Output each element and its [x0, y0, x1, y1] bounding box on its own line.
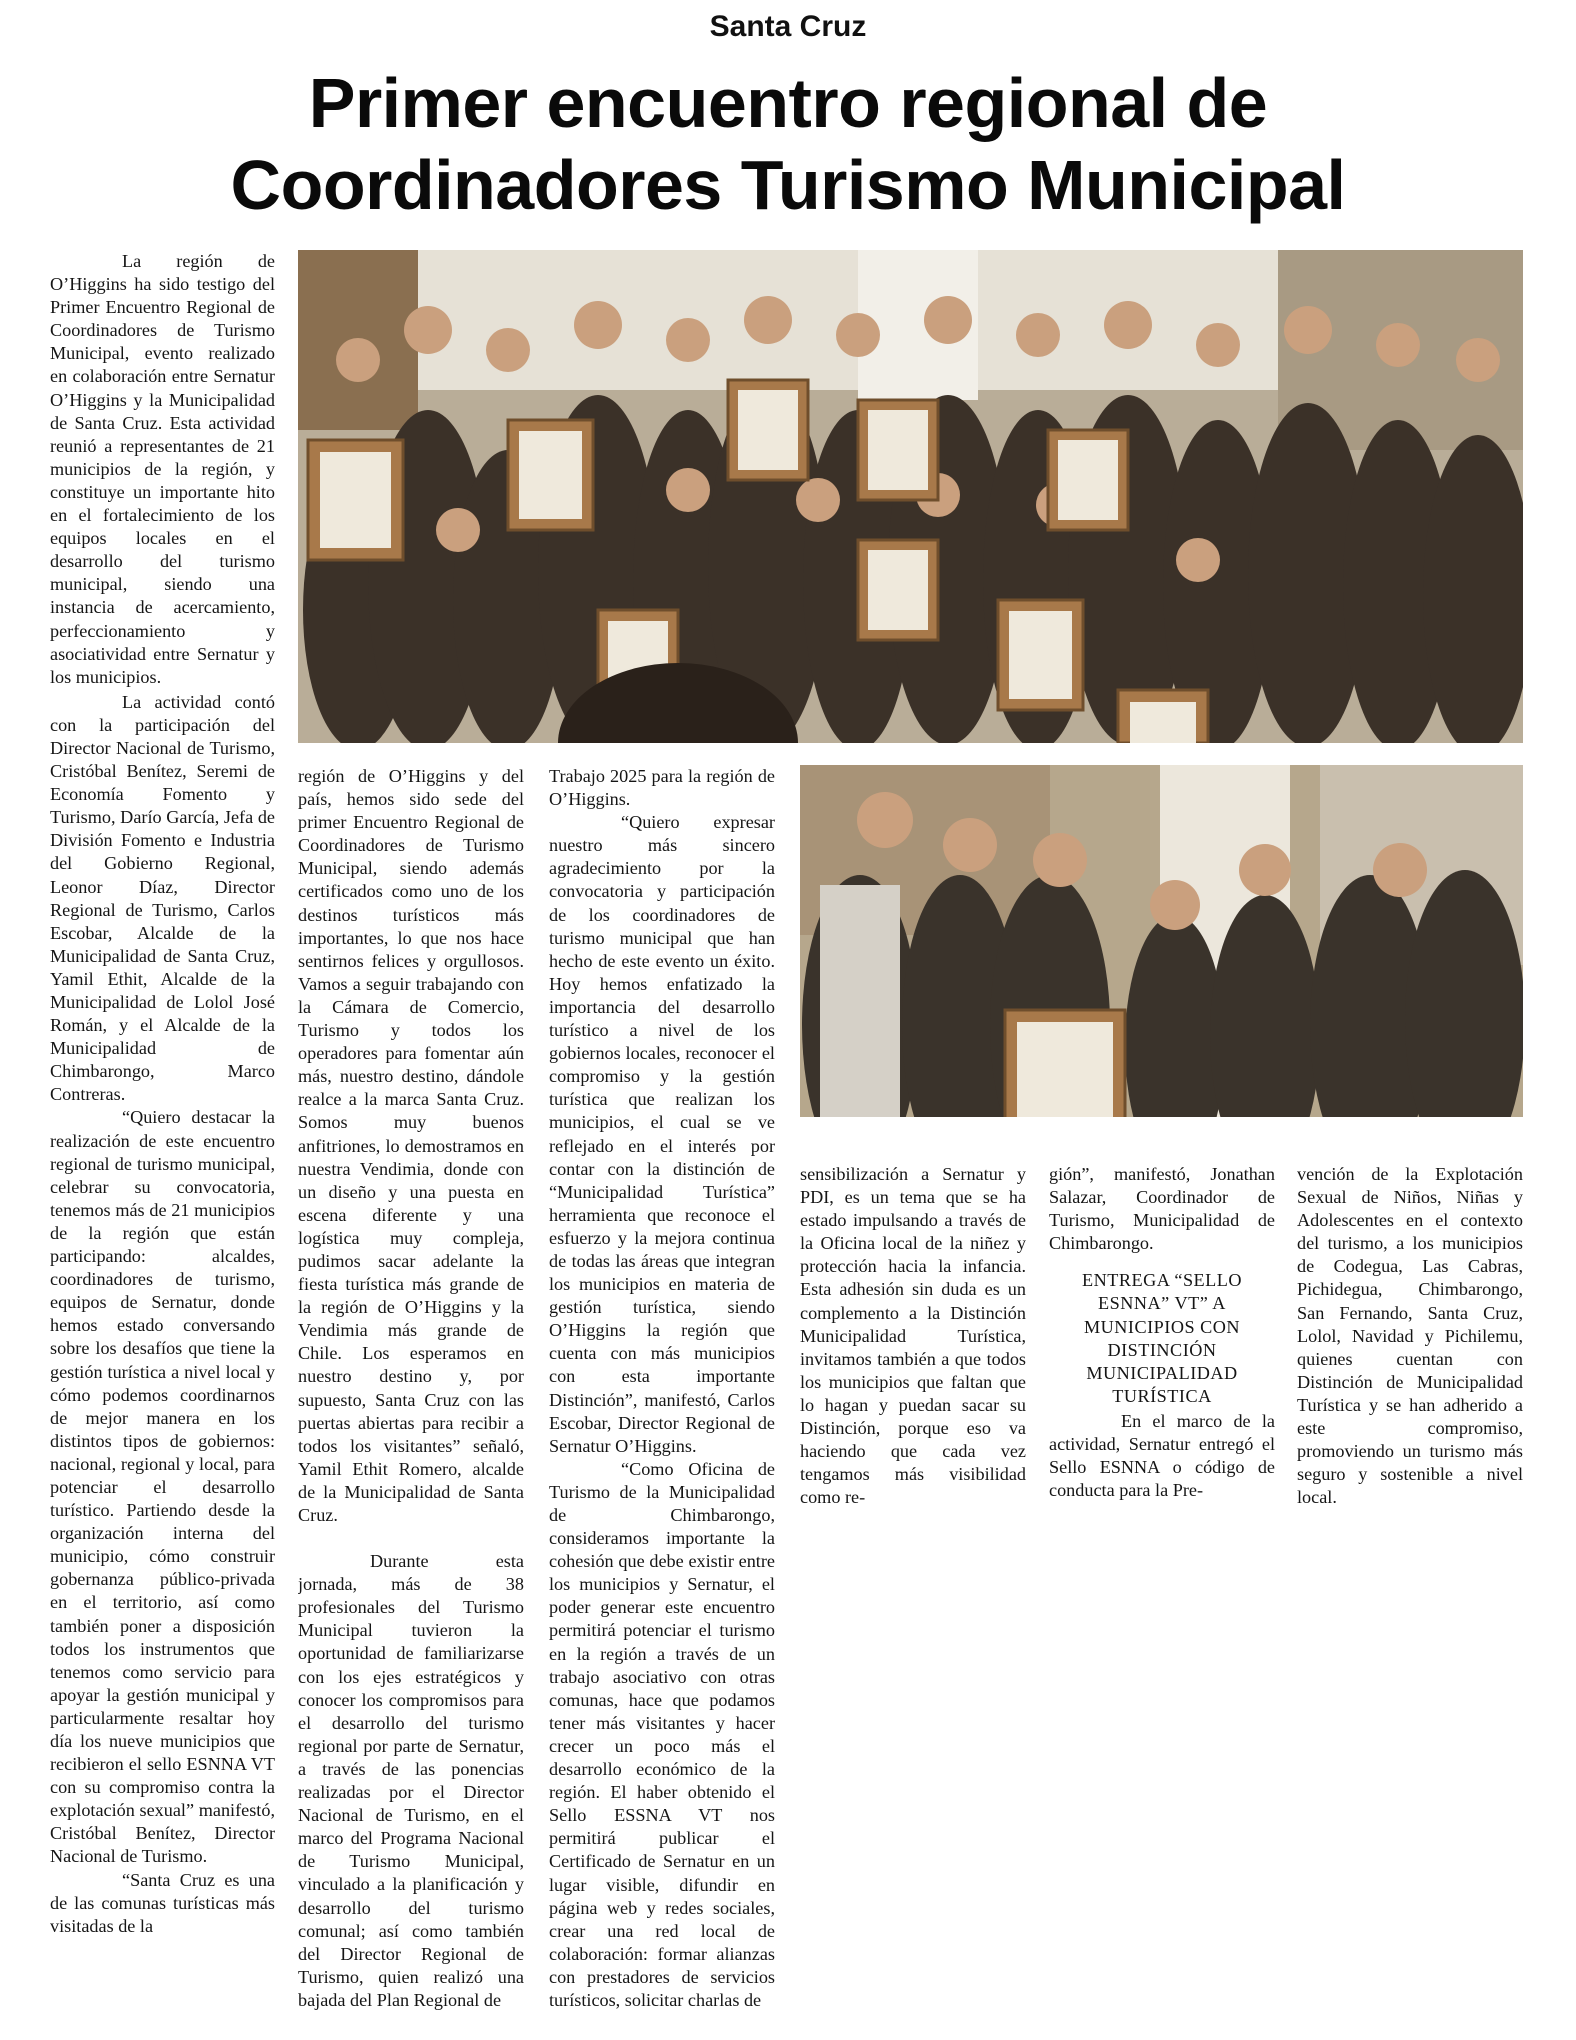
group-photo-illustration	[298, 250, 1523, 743]
section-label: Santa Cruz	[709, 10, 867, 43]
paragraph: Trabajo 2025 para la región de O’Higgins.	[549, 766, 775, 810]
article-column-3	[549, 765, 775, 2010]
paragraph: “Quiero destacar la realización de este encuentro regional de turismo municipal, celebrar su convocatoria, tenemos más de 21 municipios de la región que están participando: alcaldes, coordinadores de turismo, equipos de Sernatur, donde hemos estado conversando sobre los desafíos que tiene la gestión turística a nivel local y cómo podemos coordinarnos de mejor manera en los distintos tipos de gobiernos: nacional, regional y local, para potenciar el desarrollo turístico. Partiendo desde la organización interna del municipio, cómo construir gobernanza público-privada en el territorio, así como también poner a disposición todos los instrumentos que tenemos como servicio para apoyar la gestión municipal y particularmente resaltar hoy día los nueve municipios que recibieron el sello ESNNA VT con su compromiso contra la explotación sexual” manifestó, Cristóbal Benítez, Director Nacional de Turismo.	[50, 1107, 275, 1867]
article-column-4	[800, 1163, 1026, 1523]
paragraph: Durante esta jornada, más de 38 profesionales del Turismo Municipal tuvieron la oportunidad de familiarizarse con los ejes estratégicos y conocer los compromisos para el desarrollo del turismo regional por parte de Sernatur, a través de las ponencias realizadas por el Director Nacional de Turismo, en el marco del Programa Nacional de Turismo Municipal, vinculado a la planificación y desarrollo del turismo comunal; así como también del Director Regional de Turismo, quien realizó una bajada del Plan Regional de	[298, 1551, 524, 2010]
paragraph: gión”, manifestó, Jonathan Salazar, Coordinador de Turismo, Municipalidad de Chimbarongo.	[1049, 1164, 1275, 1254]
article-column-1	[50, 250, 275, 2010]
article-column-6	[1297, 1163, 1523, 1523]
paragraph: En el marco de la actividad, Sernatur entregó el Sello ESNNA o código de conducta para la Pre-	[1049, 1410, 1275, 1501]
headline	[0, 62, 1576, 226]
paragraph: “Santa Cruz es una de las comunas turísticas más visitadas de la	[50, 1869, 275, 1936]
paragraph: sensibilización a Sernatur y PDI, es un tema que se ha estado impulsando a través de la Oficina local de la niñez y protección hacia la infancia. Esta adhesión sin duda es un complemento a la Distinción Municipalidad Turística, invitamos también a que todos los municipios que faltan que lo hagan y puedan sacar su Distinción, porque eso va haciendo que cada vez tengamos más visibilidad como re-	[800, 1164, 1026, 1508]
paragraph: La región de O’Higgins ha sido testigo del Primer Encuentro Regional de Coordinadores de Turismo Municipal, evento realizado en colaboración entre Sernatur O’Higgins y la Municipalidad de Santa Cruz. Esta actividad reunió a representantes de 21 municipios de la región, y constituye un importante hito en el fortalecimiento de los equipos locales en el desarrollo del turismo municipal, siendo una instancia de acercamiento, perfeccionamiento y asociatividad entre Sernatur y los municipios.	[50, 251, 275, 687]
article-column-5	[1049, 1163, 1275, 1523]
paragraph: La actividad contó con la participación del Director Nacional de Turismo, Cristóbal Benítez, Seremi de Economía Fomento y Turismo, Darío García, Jefa de División Fomento e Industria del Gobierno Regional, Leonor Díaz, Director Regional de Turismo, Carlos Escobar, Alcalde de la Municipalidad de Santa Cruz, Yamil Ethit, Alcalde de la Municipalidad de Lolol José Román, y el Alcalde de la Municipalidad de Chimbarongo, Marco Contreras.	[50, 691, 275, 1105]
group-photo	[298, 250, 1523, 743]
article-column-2	[298, 765, 524, 2010]
paragraph: “Como Oficina de Turismo de la Municipalidad de Chimbarongo, consideramos importante la cohesión que debe existir entre los municipios y Sernatur, el poder generar este encuentro permitirá potenciar el turismo en la región a través de un trabajo asociativo con otras comunas, hace que podamos tener más visitantes y hacer crecer un poco más el desarrollo económico de la región. El haber obtenido el Sello ESSNA VT nos permitirá publicar el Certificado de Sernatur en un lugar visible, difundir en página web y redes sociales, crear una red local de colaboración: formar alianzas con prestadores de servicios turísticos, solicitar charlas de	[549, 1458, 775, 2010]
paragraph: región de O’Higgins y del país, hemos sido sede del primer Encuentro Regional de Coordinadores de Turismo Municipal, siendo además certificados como uno de los destinos turísticos más importantes, lo que nos hace sentirnos felices y orgullosos. Vamos a seguir trabajando con la Cámara de Comercio, Turismo y todos los operadores para fomentar aún más, nuestro destino, dándole realce a la marca Santa Cruz. Somos muy buenos anfitriones, lo demostramos en nuestra Vendimia, donde con un diseño y una puesta en escena diferente y una logística muy compleja, pudimos sacar adelante la fiesta turística más grande de la región de O’Higgins y la Vendimia más grande de Chile. Los esperamos en nuestro destino y, por supuesto, Santa Cruz con las puertas abiertas para recibir a todos los visitantes” señaló, Yamil Ethit Romero, alcalde de la Municipalidad de Santa Cruz.	[298, 766, 524, 1525]
award-photo	[800, 765, 1523, 1117]
paragraph: vención de la Explotación Sexual de Niños, Niñas y Adolescentes en el contexto del turismo, a los municipios de Codegua, Las Cabras, Pichidegua, Chimbarongo, San Fernando, Santa Cruz, Lolol, Navidad y Pichilemu, quienes cuentan con Distinción de Municipalidad Turística y se han adherido a este compromiso, promoviendo un turismo más seguro y sostenible a nivel local.	[1297, 1164, 1523, 1508]
paragraph: “Quiero expresar nuestro más sincero agradecimiento por la convocatoria y participación de los coordinadores de turismo municipal que han hecho de este evento un éxito. Hoy hemos enfatizado la importancia del desarrollo turístico a nivel de los gobiernos locales, reconocer el compromiso y la gestión turística que realizan los municipios, el cual se ve reflejado en el interés por contar con la distinción de “Municipalidad Turística” herramienta que reconoce el esfuerzo y la mejora continua de todas las áreas que integran los municipios en materia de gestión turística, siendo O’Higgins la región que cuenta con más municipios con esta importante Distinción”, manifestó, Carlos Escobar, Director Regional de Sernatur O’Higgins.	[549, 812, 775, 1456]
subheading: ENTREGA “SELLO ESNNA” VT” A MUNICIPIOS CON DISTINCIÓN MUNICIPALIDAD TURÍSTICA	[1081, 1270, 1243, 1406]
headline-line-2: Coordinadores Turismo Municipal	[230, 146, 1346, 224]
headline-line-1: Primer encuentro regional de	[308, 64, 1268, 142]
award-photo-illustration	[800, 765, 1523, 1117]
